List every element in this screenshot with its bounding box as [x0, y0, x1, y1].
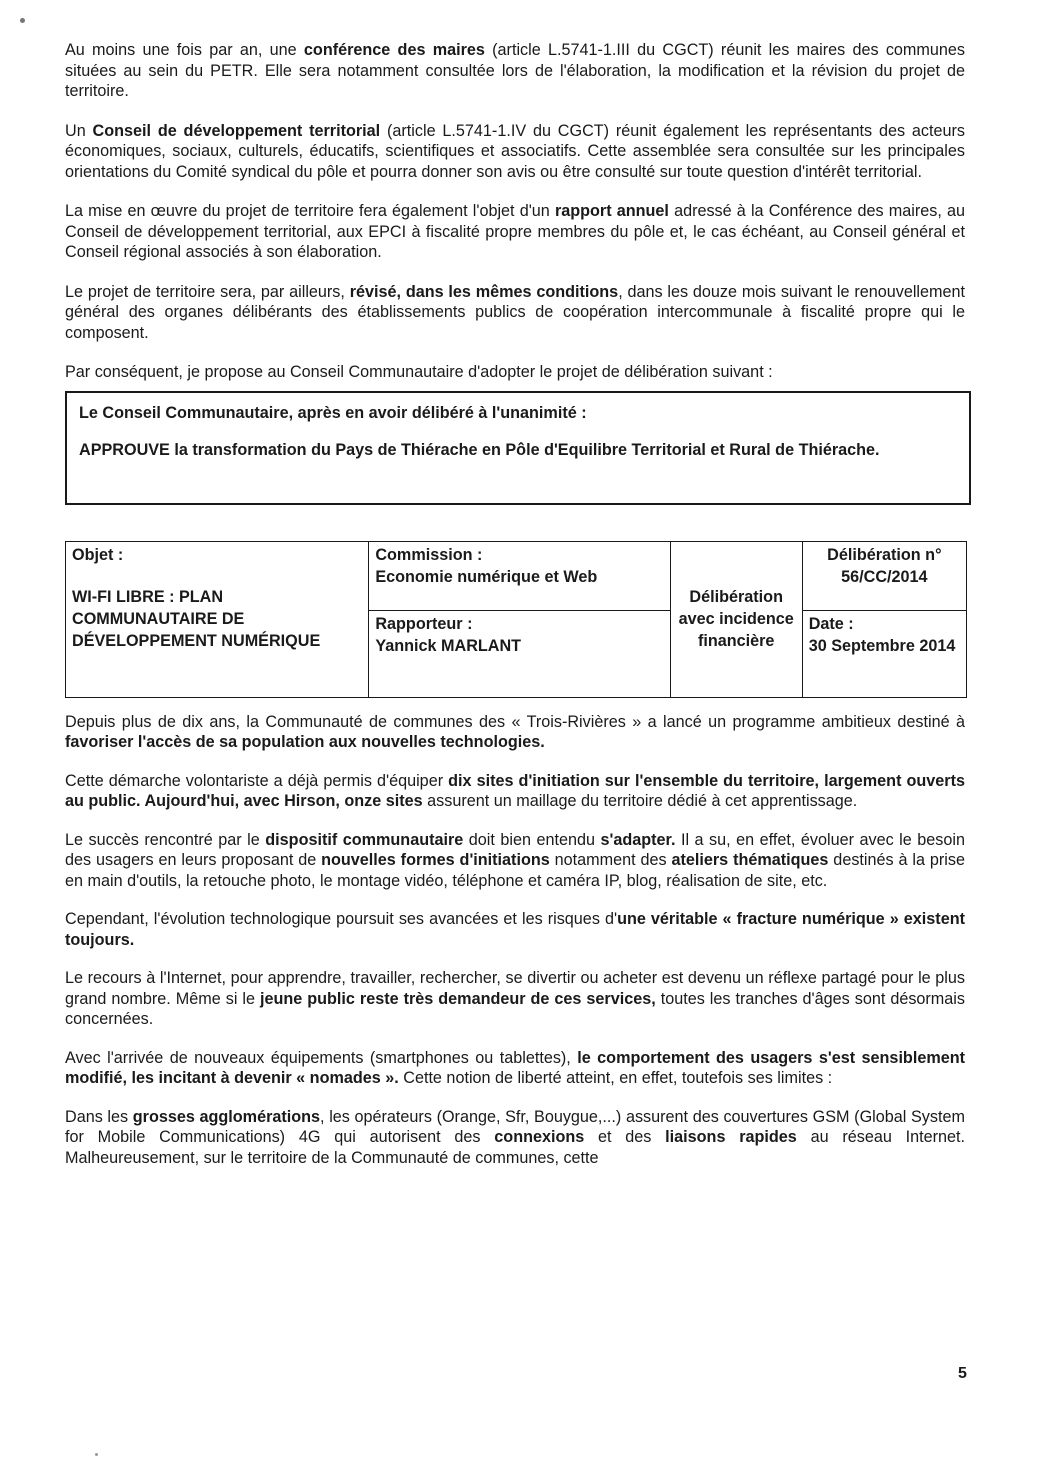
- text-run: , dans les douze mois suivant le renouvellement général des organes délibérants des établissements publics de coopération intercommunale à fiscalité propre qui le composent.: [65, 282, 966, 342]
- text-run: (article L.5741-1.IV du CGCT) réunit également les représentants des acteurs économiques, sociaux, culturels, éducatifs, scientifiques et associatifs. Cette assemblée sera consultée sur les principales orientations du Comité syndical du pôle et pourra donner son avis ou être consulté sur toute question d'intérêt territorial.: [65, 121, 965, 181]
- paragraph: [65, 201, 965, 263]
- paragraph: [65, 771, 965, 812]
- text-run: Dans les: [65, 1107, 133, 1126]
- date-label: Date :: [808, 614, 854, 633]
- incidence-cell: [670, 541, 802, 697]
- text-run: Cependant, l'évolution technologique poursuit ses avancées et les risques d': [65, 910, 618, 928]
- text-run: Un: [65, 121, 93, 140]
- paragraph: [65, 968, 965, 1030]
- commission-cell: [369, 541, 670, 610]
- paragraph: [65, 40, 965, 102]
- commission-label: Commission :: [375, 545, 483, 564]
- text-run: (article L.5741-1.III du CGCT) réunit les maires des communes situées au sein du PETR. Elle sera notamment consultée lors de l'élaboration, la modification et la révision du projet de territoire.: [65, 41, 965, 100]
- bold-text: le comportement des usagers s'est sensiblement modifié, les incitant à devenir « nomades ».: [65, 1048, 965, 1087]
- paragraph: [65, 712, 965, 753]
- text-run: , les opérateurs (Orange, Sfr, Bouygue,...) assurent des couvertures GSM (Global System for Mobile Communications) 4G qui autorisent des: [65, 1107, 965, 1146]
- paragraph: [65, 121, 965, 183]
- text-run: notamment des: [549, 851, 672, 869]
- objet-cell: [66, 541, 369, 697]
- bold-text: jeune public reste très demandeur de ces services,: [260, 989, 656, 1008]
- page-number: 5: [958, 1365, 967, 1382]
- decision-intro: Le Conseil Communautaire, après en avoir délibéré à l'unanimité :: [79, 403, 587, 422]
- paragraph: [65, 1107, 965, 1169]
- paragraph: [65, 362, 965, 383]
- text-run: Depuis plus de dix ans, la Communauté de communes des « Trois-Rivières » a lancé un programme ambitieux destiné à: [65, 712, 965, 731]
- text-run: Il a su, en effet, évoluer avec le besoin des usagers en leurs proposant de: [65, 830, 965, 869]
- bottom-paragraphs: [65, 712, 965, 1169]
- bold-text: conférence des maires: [303, 41, 485, 59]
- rapporteur-label: Rapporteur :: [375, 614, 473, 633]
- deliberation-number-cell: [802, 541, 966, 610]
- deliberation-header-table: [65, 541, 967, 698]
- text-run: au réseau Internet. Malheureusement, sur le territoire de la Communauté de communes, cette: [65, 1128, 966, 1167]
- bold-text: rapport annuel: [554, 202, 669, 220]
- incidence-text: Délibération avec incidence financière: [678, 588, 794, 650]
- text-run: toutes les tranches d'âges sont désormais concernées.: [65, 989, 965, 1028]
- text-run: Cette notion de liberté atteint, en effet, toutefois ses limites :: [398, 1069, 833, 1087]
- bold-text: nouvelles formes d'initiations: [321, 851, 550, 869]
- scan-speck: [20, 18, 25, 23]
- bold-text: favoriser l'accès de sa population aux nouvelles technologies.: [65, 733, 545, 751]
- date-cell: [802, 610, 966, 697]
- text-run: Par conséquent, je propose au Conseil Communautaire d'adopter le projet de délibération suivant :: [65, 363, 773, 381]
- bold-text: une véritable « fracture numérique » existent toujours.: [65, 910, 965, 949]
- date-value: 30 Septembre 2014: [808, 636, 956, 655]
- text-run: La mise en œuvre du projet de territoire fera également l'objet d'un: [65, 202, 555, 220]
- objet-title: WI-FI LIBRE : PLAN COMMUNAUTAIRE DE DÉVELOPPEMENT NUMÉRIQUE: [72, 587, 321, 650]
- bold-text: connexions: [494, 1128, 585, 1146]
- commission-value: Economie numérique et Web: [375, 567, 598, 586]
- text-run: Le succès rencontré par le: [65, 830, 266, 849]
- text-run: assurent un maillage du territoire dédié à cet apprentissage.: [422, 792, 858, 810]
- bold-text: révisé, dans les mêmes conditions: [349, 282, 619, 301]
- text-run: Le projet de territoire sera, par ailleurs,: [65, 282, 350, 301]
- paragraph: [65, 1048, 965, 1089]
- text-run: adressé à la Conférence des maires, au Conseil de développement territorial, aux EPCI à fiscalité propre membres du pôle et, le cas échéant, au Conseil général et Conseil régional associés à son élaboration.: [65, 202, 965, 261]
- text-run: destinés à la prise en main d'outils, la retouche photo, le montage vidéo, téléphone et caméra IP, blog, réalisation de site, etc.: [65, 851, 965, 890]
- bold-text: Conseil de développement territorial: [92, 121, 381, 140]
- text-run: et des: [584, 1128, 666, 1146]
- paragraph: [65, 830, 965, 892]
- deliberation-value: 56/CC/2014: [841, 567, 928, 586]
- text-run: Avec l'arrivée de nouveaux équipements (smartphones ou tablettes),: [65, 1048, 578, 1067]
- objet-label: Objet :: [72, 545, 124, 564]
- top-paragraphs: [65, 40, 965, 383]
- decision-box: [65, 391, 971, 505]
- rapporteur-cell: [369, 610, 670, 697]
- text-run: doit bien entendu: [463, 830, 601, 849]
- paragraph: [65, 909, 965, 950]
- paragraph: [65, 282, 965, 344]
- bold-text: grosses agglomérations: [132, 1107, 321, 1126]
- text-run: Au moins une fois par an, une: [65, 41, 304, 59]
- bold-text: dispositif communautaire: [265, 830, 464, 849]
- text-run: Cette démarche volontariste a déjà permis d'équiper: [65, 771, 449, 790]
- bold-text: s'adapter.: [600, 830, 676, 849]
- rapporteur-value: Yannick MARLANT: [375, 636, 522, 655]
- deliberation-label: Délibération n°: [827, 545, 942, 564]
- text-run: Le recours à l'Internet, pour apprendre, travailler, rechercher, se divertir ou acheter est devenu un réflexe partagé pour le plus grand nombre. Même si le: [65, 969, 965, 1008]
- scan-speck: [95, 1453, 98, 1456]
- bold-text: ateliers thématiques: [671, 851, 829, 869]
- decision-approve: APPROUVE la transformation du Pays de Thiérache en Pôle d'Equilibre Territorial et Rural de Thiérache.: [79, 441, 880, 459]
- bold-text: liaisons rapides: [665, 1128, 797, 1146]
- document-page: [65, 40, 965, 1168]
- bold-text: dix sites d'initiation sur l'ensemble du territoire, largement ouverts au public. Aujourd'hui, avec Hirson, onze sites: [65, 771, 965, 810]
